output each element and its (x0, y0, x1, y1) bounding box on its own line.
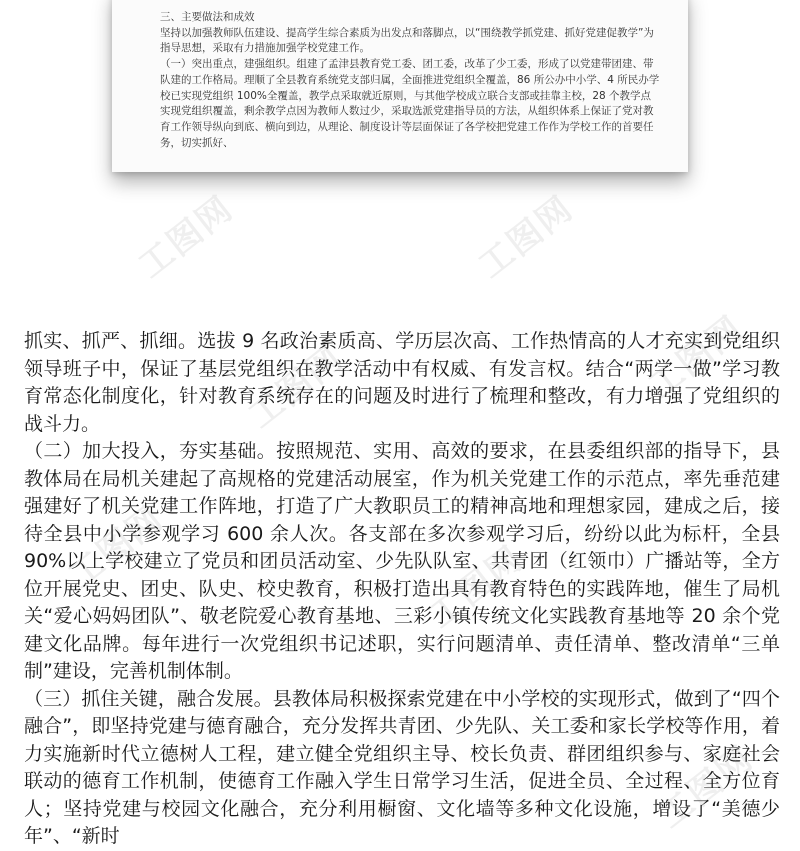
watermark-text: 工图网 (131, 188, 242, 287)
watermark-text: 工图网 (241, 338, 352, 437)
watermark-text: 工图网 (641, 308, 752, 407)
document-body (24, 328, 780, 851)
watermark-text: 工图网 (651, 738, 762, 837)
body-paragraph-continued: 抓实、抓严、抓细。选拔 9 名政治素质高、学历层次高、工作热情高的人才充实到党组织领导班子中，保证了基层党组织在教学活动中有权威、有发言权。结合“两学一做”学习教育常态化制度化，针对教育系统存在的问题及时进行了梳理和整改，有力增强了党组织的战斗力。 (24, 330, 780, 435)
watermark-text: 工图网 (471, 188, 582, 287)
preview-section-heading: 三、主要做法和成效 (160, 11, 255, 23)
preview-paragraph-1: （一）突出重点，建强组织。组建了孟津县教育党工委、团工委，改革了少工委，形成了以党建带团建、带队建的工作格局。理顺了全县教育系统党支部归属，全面推进党组织全覆盖，86 所公办中小学、4 所民办学校已实现党组织 100%全覆盖，教学点采取就近原则，与其他学校成立联合支部或挂靠主校，28 个教学点实现党组织覆盖，剩余教学点因为教师人数过少，采取选派党建指导员的方法，从组织体系上保证了党对教育工作领导纵向到底、横向到边，从理论、制度设计等层面保证了各学校把党建工作作为学校工作的首要任务，切实抓好、 (160, 58, 660, 149)
preview-content (160, 10, 660, 151)
watermark-text: 工图网 (421, 538, 532, 637)
watermark-text: 工图网 (61, 498, 172, 597)
preview-intro-paragraph: 坚持以加强教师队伍建设、提高学生综合素质为出发点和落脚点，以“围绕教学抓党建、抓好党建促教学”为指导思想，采取有力措施加强学校党建工作。 (160, 26, 654, 55)
document-preview-card (112, 0, 688, 172)
body-paragraph-3: （三）抓住关键，融合发展。县教体局积极探索党建在中小学校的实现形式，做到了“四个融合”，即坚持党建与德育融合，充分发挥共青团、少先队、关工委和家长学校等作用，着力实施新时代立德树人工程，建立健全党组织主导、校长负责、群团组织参与、家庭社会联动的德育工作机制，使德育工作融入学生日常学习生活，促进全员、全过程、全方位育人；坚持党建与校园文化融合，充分利用橱窗、文化墙等多种文化设施，增设了“美德少年”、“新时 (24, 687, 780, 847)
body-paragraph-2: （二）加大投入，夯实基础。按照规范、实用、高效的要求，在县委组织部的指导下，县教体局在局机关建起了高规格的党建活动展室，作为机关党建工作的示范点，率先垂范建强建好了机关党建工作阵地，打造了广大教职员工的精神高地和理想家园，建成之后，接待全县中小学参观学习 600 余人次。各支部在多次参观学习后，纷纷以此为标杆，全县 90%以上学校建立了党员和团员活动室、少先队队室、共青团（红领巾）广播站等，全方位开展党史、团史、队史、校史教育，积极打造出具有教育特色的实践阵地，催生了局机关“爱心妈妈团队”、敬老院爱心教育基地、三彩小镇传统文化实践教育基地等 20 余个党建文化品牌。每年进行一次党组织书记述职，实行问题清单、责任清单、整改清单“三单制”建设，完善机制体制。 (24, 440, 780, 682)
